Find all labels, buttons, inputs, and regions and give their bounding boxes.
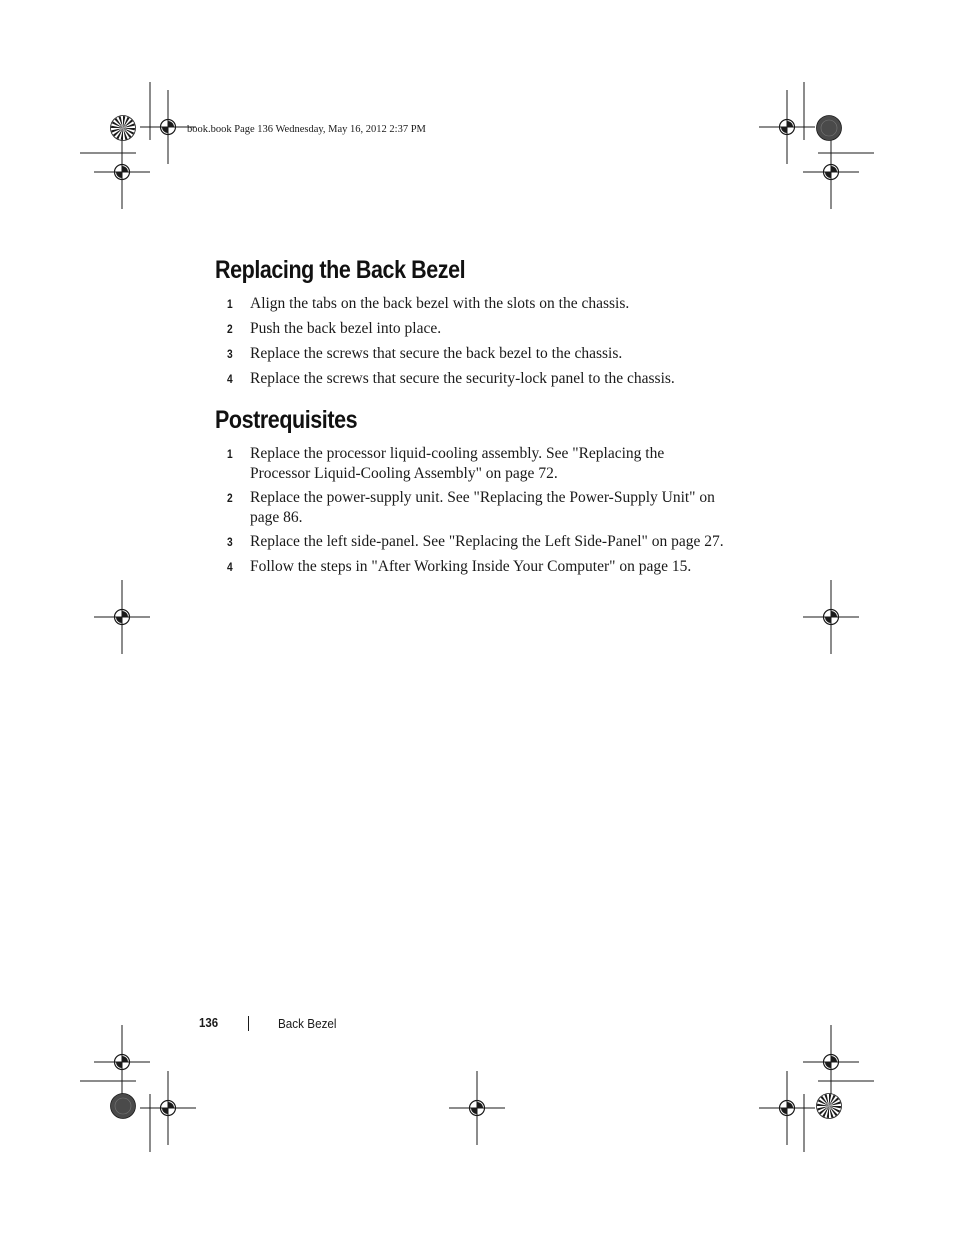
registration-target-fill [116,611,128,623]
registration-target-icon [115,165,130,180]
starburst-wedge [829,1106,837,1116]
starburst-wedge [123,120,133,128]
starburst-wedge [111,126,123,128]
registration-target-fill [116,1056,128,1068]
registration-target-fill [781,121,793,133]
step-number: 2 [227,322,233,336]
starburst-wedge [829,1106,840,1113]
step-text: Replace the screws that secure the back bezel to the chassis. [250,345,623,362]
starburst-wedge [123,128,131,138]
heading-postrequisites: Postrequisites [215,406,358,434]
starburst-wedge [123,123,135,128]
starburst-wedge [121,128,123,140]
postrequisites-steps-list [215,444,725,576]
registration-target-fill [162,1102,174,1114]
color-bar-circle-icon [111,116,136,141]
starburst-wedge [829,1094,831,1106]
registration-target-fill [825,611,837,623]
registration-target-fill [825,1056,837,1068]
print-slug-line: book.book Page 136 Wednesday, May 16, 2012 2:37 PM [187,124,426,135]
registration-target-icon [824,1055,839,1070]
list-item [215,319,735,339]
registration-target-fill [471,1102,483,1114]
list-item [215,532,725,552]
registration-target-icon [470,1101,485,1116]
color-bar-circle-icon [817,116,842,141]
step-text: Follow the steps in "After Working Inside Your Computer" on page 15. [250,557,692,575]
list-item [215,488,725,527]
color-bar-circle-icon [111,1094,136,1119]
starburst-wedge [118,116,123,128]
step-number: 3 [227,535,233,549]
registration-target-fill [825,166,837,178]
registration-target-fill [116,166,128,178]
starburst-wedge [829,1098,839,1106]
starburst-wedge [817,1106,829,1111]
starburst-wedge [116,128,123,139]
starburst-wedge [115,118,123,128]
step-number: 3 [227,347,233,361]
starburst-wedge [123,128,135,130]
starburst-wedge [829,1106,834,1118]
step-text: Push the back bezel into place. [250,320,442,337]
step-number: 2 [227,491,233,505]
step-text: Replace the processor liquid-cooling assembly. See "Replacing the Processor Liquid-Cooling Assembly" on page 72. [250,445,665,482]
list-item [215,344,735,364]
heading-replacing-back-bezel: Replacing the Back Bezel [215,256,466,284]
starburst-wedge [112,121,123,128]
step-text: Replace the power-supply unit. See "Replacing the Power-Supply Unit" on page 86. [250,489,715,526]
registration-target-icon [780,120,795,135]
registration-target-icon [115,1055,130,1070]
starburst-wedge [821,1096,829,1106]
step-text: Align the tabs on the back bezel with the slots on the chassis. [250,295,630,312]
color-bar-circle-icon [817,1094,842,1119]
page-number: 136 [199,1015,219,1030]
registration-target-icon [824,610,839,625]
step-number: 4 [227,559,233,574]
starburst-wedge [123,117,130,128]
step-text: Replace the left side-panel. See "Replacing the Left Side-Panel" on page 27. [250,533,724,550]
registration-target-icon [161,120,176,135]
registration-target-fill [162,121,174,133]
starburst-wedge [829,1106,841,1108]
registration-target-icon [161,1101,176,1116]
starburst-wedge [827,1106,829,1118]
list-item [215,369,735,389]
replacing-steps-list [215,294,735,389]
starburst-wedge [824,1094,829,1106]
starburst-wedge [123,128,134,135]
registration-target-fill [781,1102,793,1114]
starburst-wedge [818,1099,829,1106]
step-number: 1 [227,297,233,311]
registration-target-icon [115,610,130,625]
list-item [215,294,735,314]
starburst-wedge [829,1095,836,1106]
starburst-wedge [123,128,128,140]
starburst-wedge [822,1106,829,1117]
color-bar-ring [115,1098,131,1114]
list-item [215,444,725,483]
starburst-wedge [817,1104,829,1106]
registration-target-icon [824,165,839,180]
list-item [215,557,725,577]
step-text: Replace the screws that secure the security-lock panel to the chassis. [250,370,675,387]
registration-target-icon [780,1101,795,1116]
footer-divider [248,1016,249,1031]
color-bar-ring [821,120,837,136]
footer-section-title: Back Bezel [278,1016,337,1031]
starburst-wedge [819,1106,829,1114]
starburst-wedge [123,116,125,128]
step-number: 1 [227,447,233,461]
starburst-wedge [829,1101,841,1106]
starburst-wedge [113,128,123,136]
step-number: 4 [227,372,233,386]
starburst-wedge [111,128,123,133]
